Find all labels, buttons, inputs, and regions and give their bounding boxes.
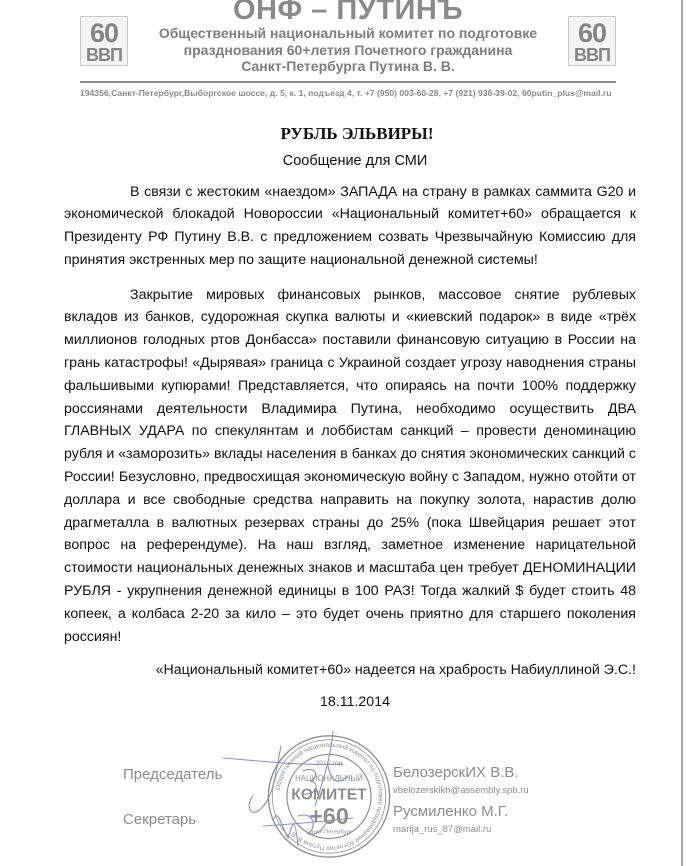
stamp-city: Санкт-Петербург [306,830,352,837]
logo-number: 60 [89,17,119,48]
logo-number: 60 [577,17,607,48]
letterhead-subtitle [132,25,564,75]
signature-block [123,726,683,866]
chair [393,764,683,797]
closing-statement: «Национальный комитет+60» надеется на храбрость Набиуллиной Э.С.! [155,662,636,679]
letterhead-title: ОНФ – ПУТИНЪ [232,0,464,26]
letterhead-address: 194356,Санкт-Петербург,Выборгское шоссе, д. 5, к. 1, подъезд 4, т. +7 (950) 003-60-28, +7 (921) 936-39-02, 60putin_plus@mail.ru [80,87,612,98]
letterhead-subtitle-line: Санкт-Петербурга Путина В. В. [241,58,455,74]
secretary-name: Русмиленко М.Г. [393,803,509,821]
stamp-outer-text: Общественный национальный комитет по подготовке празднования 60+летия Путина В. В. [274,742,384,852]
letterhead-top-row [80,0,616,75]
logo-letters: ВВП [86,44,122,65]
document-date: 18.11.2014 [320,694,390,711]
letterhead-subtitle-line: празднования 60+летия Почетного гражданина [183,41,513,58]
letterhead-divider [80,81,616,83]
stamp-line3: +60 [309,803,349,830]
paragraph: В связи с жестоким «наездом» ЗАПАДА на страну в рамках саммита G20 и экономической блокадой Новороссии «Национальный комитет+60» обращается к Президенту РФ Путину В.В. с предложением созвать Чрезвычайную Комиссию для принятия экстренных мер по защите национальной денежной системы! [64,183,636,268]
document-subtitle: Сообщение для СМИ [282,152,428,169]
secretary-role: Секретарь [123,811,197,829]
signature-people [393,726,683,836]
letterhead-subtitle-line: Общественный национальный комитет по подготовке [158,25,538,41]
document-title: РУБЛЬ ЭЛЬВИРЫ! [280,123,434,143]
logo-60-vvp-left [80,16,128,66]
letterhead-center [128,0,568,75]
secretary-email: marija_rus_87@mail.ru [393,824,492,836]
committee-stamp-icon [265,730,393,862]
chair-email: vbelozerskikh@assembly.spb.ru [393,785,529,797]
logo-letters: ВВП [574,44,610,65]
chair-name: БелозерскИХ В.В. [393,764,519,782]
logo-60-vvp-right [568,16,616,66]
stamp-line1: НАЦИОНАЛЬНЫЙ [295,774,363,784]
stamp-year: 2012 год [315,760,343,768]
document-body [64,99,636,713]
signature-roles [123,726,253,829]
paragraph: Закрытие мировых финансовых рынков, массовое снятие рублевых вкладов из банков, судорожная скупка валюты и «киевский подарок» в виде «трёх миллионов голодных ртов Донбасса» поставили финансовую ситуацию в России на грань катастрофы! «Дырявая» граница с Украиной создает угрозу наводнения страны фальшивыми купюрами! Представляется, что опираясь на почти 100% поддержку россиянами деятельности Владимира Путина, необходимо осуществить ДВА ГЛАВНЫХ УДАРА по спекулянтам и лоббистам санкций – провести деноминацию рубля и «заморозить» вклады населения в банках до снятия экономических санкций с России! Безусловно, предвосхищая экономическую войну с Западом, нужно отойти от доллара и все свободные средства направить на покупку золота, нарастив долю драгметалла в валютных резервах страны до 25% (пока Швейцария решает этот вопрос на референдуме). На наш взгляд, заметное изменение нарицательной стоимости национальных денежных знаков и масштаба цен требует ДЕНОМИНАЦИИ РУБЛЯ - укрупнения денежной единицы в 100 РАЗ! Тогда жалкий $ будет стоить 48 копеек, а колбаса 2-20 за кило – это будет очень приятно для старшего поколения россиян! [64,286,636,645]
secretary [393,803,683,836]
stamp-line2: КОМИТЕТ [291,786,367,804]
letterhead [80,0,616,99]
chair-role: Председатель [123,766,223,784]
signature-and-stamp [253,726,393,866]
